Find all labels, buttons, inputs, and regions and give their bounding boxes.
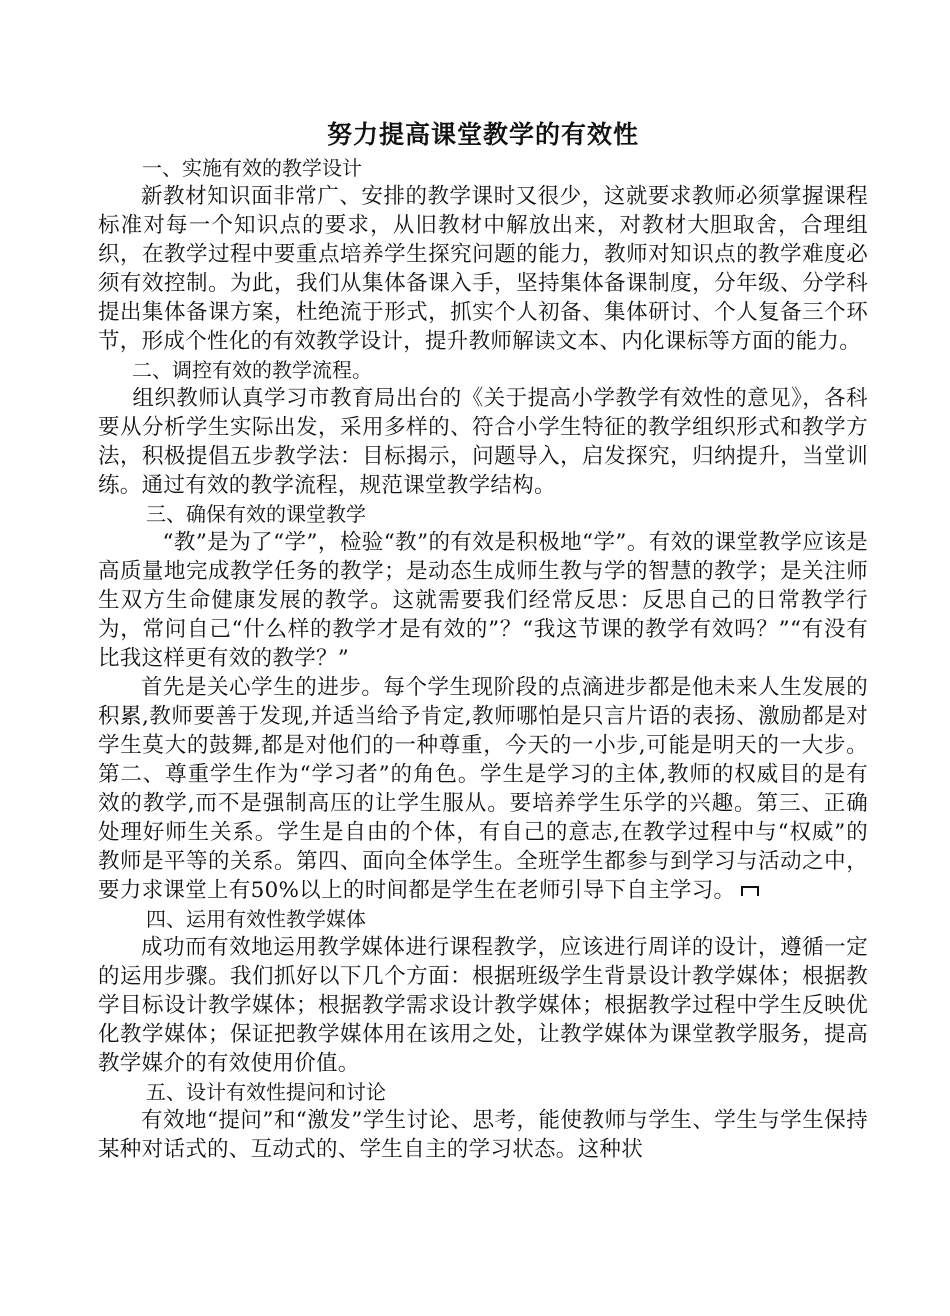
section-3-paragraph-1: “教”是为了“学”，检验“教”的有效是积极地“学”。有效的课堂教学应该是高质量地完成教学任务的教学；是动态生成师生教与学的智慧的教学；是关注师生双方生命健康发展的教学。这就需要我们经常反思：反思自己的日常教学行为，常问自己“什么样的教学才是有效的”？“我这节课的教学有效吗？”“有没有比我这样更有效的教学？” bbox=[98, 530, 868, 671]
section-4-paragraph: 成功而有效地运用教学媒体进行课程教学，应该进行周详的设计，遵循一定的运用步骤。我们抓好以下几个方面：根据班级学生背景设计教学媒体；根据教学目标设计教学媒体；根据教学需求设计教学媒体；根据教学过程中学生反映优化教学媒体；保证把教学媒体用在该用之处，让教学媒体为课堂教学服务，提高教学媒介的有效使用价值。 bbox=[98, 935, 868, 1076]
document-page bbox=[98, 118, 868, 1164]
section-3-paragraph-2 bbox=[98, 673, 868, 905]
section-heading-1: 一、实施有效的教学设计 bbox=[142, 156, 362, 180]
section-2-paragraph: 组织教师认真学习市教育局出台的《关于提高小学教学有效性的意见》，各科要从分析学生实际出发，采用多样的、符合小学生特征的教学组织形式和教学方法，积极提倡五步教学法：目标揭示，问题导入，启发探究，归纳提升，当堂训练。通过有效的教学流程，规范课堂教学结构。 bbox=[98, 386, 868, 498]
section-1-paragraph: 新教材知识面非常广、安排的教学课时又很少，这就要求教师必须掌握课程标准对每一个知识点的要求，从旧教材中解放出来，对教材大胆取舍，合理组织，在教学过程中要重点培养学生探究问题的能力，教师对知识点的教学难度必须有效控制。为此，我们从集体备课入手，坚持集体备课制度，分年级、分学科提出集体备课方案，杜绝流于形式，抓实个人初备、集体研讨、个人复备三个环节，形成个性化的有效教学设计，提升教师解读文本、内化课标等方面的能力。 bbox=[98, 184, 868, 354]
section-heading-2: 二、调控有效的教学流程。 bbox=[132, 358, 372, 382]
section-heading-3: 三、确保有效的课堂教学 bbox=[146, 502, 366, 526]
section-heading-4: 四、运用有效性教学媒体 bbox=[146, 907, 366, 931]
bracket-mark-icon bbox=[741, 886, 759, 896]
section-3-paragraph-2-text: 首先是关心学生的进步。每个学生现阶段的点滴进步都是他未来人生发展的积累,教师要善于发现,并适当给予肯定,教师哪怕是只言片语的表扬、激励都是对学生莫大的鼓舞,都是对他们的一种尊重，今天的一小步,可能是明天的一大步。第二、尊重学生作为“学习者”的角色。学生是学习的主体,教师的权威目的是有效的教学,而不是强制高压的让学生服从。要培养学生乐学的兴趣。第三、正确处理好师生关系。学生是自由的个体，有自己的意志,在教学过程中与“权威”的教师是平等的关系。第四、面向全体学生。全班学生都参与到学习与活动之中，要力求课堂上有50%以上的时间都是学生在老师引导下自主学习。 bbox=[98, 675, 868, 903]
section-heading-5: 五、设计有效性提问和讨论 bbox=[146, 1080, 386, 1104]
document-title: 努力提高课堂教学的有效性 bbox=[326, 120, 639, 149]
section-5-paragraph: 有效地“提问”和“激发”学生讨论、思考，能使教师与学生、学生与学生保持某种对话式的、互动式的、学生自主的学习状态。这种状 bbox=[98, 1108, 868, 1162]
